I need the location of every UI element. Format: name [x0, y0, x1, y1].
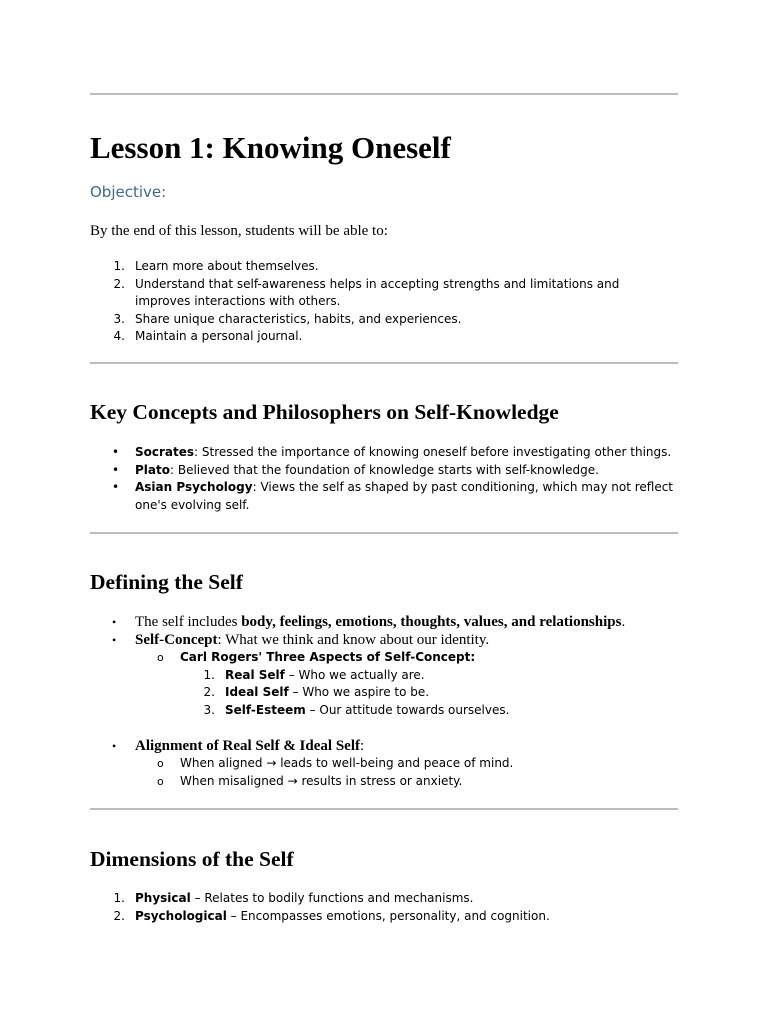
bullet: • — [112, 445, 120, 459]
divider — [90, 532, 678, 534]
list-item — [90, 328, 678, 346]
list-number: 2. — [113, 276, 125, 291]
objective-text: Maintain a personal journal. — [135, 329, 303, 343]
aspect-term: Real Self — [225, 667, 285, 682]
punctuation: . — [621, 614, 626, 630]
objectives-list — [90, 258, 678, 346]
concept-term: Plato — [135, 462, 170, 477]
nested-list-item — [90, 702, 678, 720]
divider — [90, 808, 678, 810]
list-item — [90, 258, 678, 276]
list-number: 2. — [203, 685, 215, 699]
dimensions-list — [90, 890, 678, 925]
sub-list-item — [90, 649, 678, 667]
list-item — [90, 479, 678, 514]
list-number: 1. — [203, 667, 215, 682]
bullet: • — [112, 462, 120, 477]
list-number: 4. — [113, 329, 125, 343]
list-item — [90, 908, 678, 926]
defining-list — [90, 613, 678, 719]
aspect-text: – Our attitude towards ourselves. — [305, 702, 510, 717]
sub-list-item — [90, 773, 678, 791]
list-item — [90, 462, 678, 480]
bullet: • — [112, 739, 117, 753]
list-item — [90, 311, 678, 329]
self-includes-bold: body, feelings, emotions, thoughts, values, and relationships — [241, 614, 622, 630]
dimension-term: Physical — [135, 891, 191, 905]
list-item — [90, 613, 678, 631]
defining-heading: Defining the Self — [90, 570, 243, 594]
list-number: 3. — [203, 702, 215, 717]
page-title: Lesson 1: Knowing Oneself — [90, 130, 451, 165]
list-item — [90, 631, 678, 649]
dimensions-heading: Dimensions of the Self — [90, 847, 294, 871]
dimension-term: Psychological — [135, 908, 227, 923]
intro-text: By the end of this lesson, students will be able to: — [90, 223, 388, 239]
alignment-text: When aligned → leads to well-being and peace of mind. — [180, 756, 514, 770]
list-number: 1. — [113, 259, 125, 273]
sub-bullet: o — [157, 774, 164, 788]
list-item — [90, 276, 678, 311]
divider — [90, 93, 678, 95]
punctuation: : — [359, 738, 365, 754]
key-concepts-list — [90, 444, 678, 514]
list-number: 2. — [113, 908, 125, 923]
sub-bullet: o — [157, 651, 164, 664]
bullet: • — [112, 480, 120, 494]
list-item — [90, 444, 678, 462]
alignment-list — [90, 737, 678, 790]
aspect-text: – Who we aspire to be. — [288, 685, 430, 699]
sub-list-item — [90, 755, 678, 773]
rogers-heading: Carl Rogers' Three Aspects of Self-Concept: — [180, 650, 476, 664]
bullet: • — [112, 633, 117, 647]
objective-text: Learn more about themselves. — [135, 259, 319, 273]
dimension-text: – Relates to bodily functions and mechanisms. — [190, 891, 474, 905]
objective-heading: Objective: — [90, 183, 167, 201]
concept-text: : Views the self as shaped by past conditioning, which may not reflect one's evolving self. — [135, 480, 674, 512]
alignment-text: When misaligned → results in stress or anxiety. — [180, 773, 463, 788]
aspect-term: Ideal Self — [225, 685, 289, 699]
list-item — [90, 737, 678, 755]
objective-text: Share unique characteristics, habits, and experiences. — [135, 311, 462, 326]
nested-list-item — [90, 684, 678, 702]
objective-text: Understand that self-awareness helps in accepting strengths and limitations and improves interactions with others. — [135, 276, 620, 308]
bullet: • — [112, 615, 117, 629]
self-includes-text: The self includes — [135, 614, 242, 630]
concept-term: Self-Concept — [135, 632, 218, 648]
divider — [90, 362, 678, 364]
list-number: 3. — [113, 311, 125, 326]
dimension-text: – Encompasses emotions, personality, and cognition. — [226, 908, 550, 923]
concept-text: : What we think and know about our identity. — [217, 632, 490, 648]
aspect-term: Self-Esteem — [225, 702, 306, 717]
nested-list-item — [90, 667, 678, 685]
aspect-text: – Who we actually are. — [284, 667, 425, 682]
sub-bullet: o — [157, 757, 164, 770]
alignment-term: Alignment of Real Self & Ideal Self — [135, 738, 360, 754]
list-number: 1. — [113, 891, 125, 905]
concept-term: Asian Psychology — [135, 480, 253, 494]
concept-text: : Stressed the importance of knowing oneself before investigating other things. — [194, 445, 672, 459]
concept-text: : Believed that the foundation of knowledge starts with self-knowledge. — [170, 462, 599, 477]
concept-term: Socrates — [135, 445, 195, 459]
list-item — [90, 890, 678, 908]
key-concepts-heading: Key Concepts and Philosophers on Self-Knowledge — [90, 400, 559, 424]
